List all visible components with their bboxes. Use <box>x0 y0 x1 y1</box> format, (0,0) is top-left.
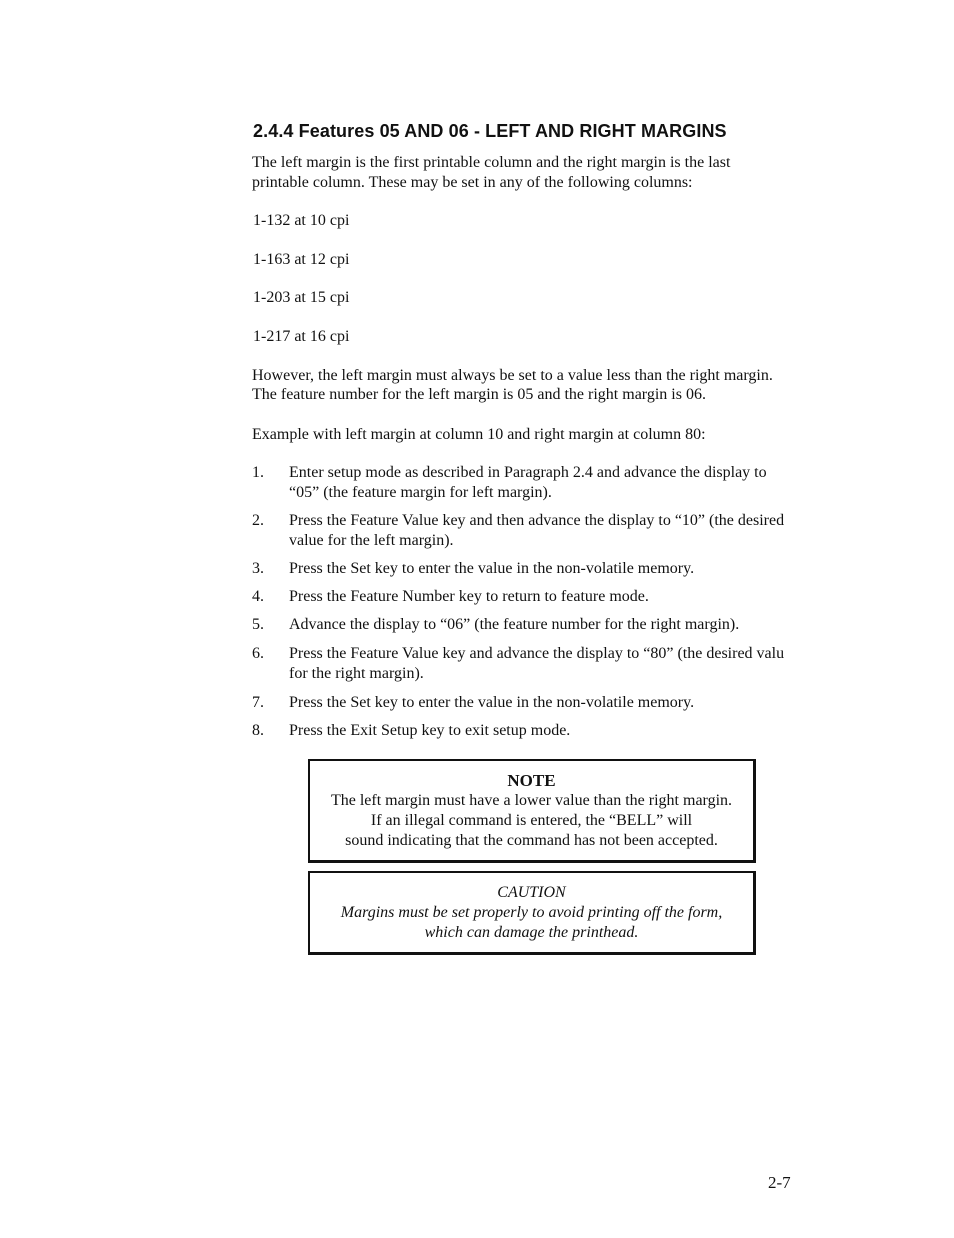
column-range-16cpi: 1-217 at 16 cpi <box>253 328 350 345</box>
column-range-15cpi: 1-203 at 15 cpi <box>253 289 350 306</box>
step-text-line-1: Press the Set key to enter the value in the non-volatile memory. <box>289 560 695 577</box>
intro-line-2: printable column. These may be set in any of the following columns: <box>252 174 693 191</box>
note-box <box>308 759 756 863</box>
step-text-line-1: Press the Exit Setup key to exit setup mode. <box>289 722 571 739</box>
column-range-10cpi: 1-132 at 10 cpi <box>253 212 350 229</box>
step-number: 7. <box>252 694 264 711</box>
step-number: 5. <box>252 616 264 633</box>
note-line-2: If an illegal command is entered, the “BELL” will <box>370 812 693 829</box>
step-text-line-2: “05” (the feature margin for left margin). <box>289 484 552 501</box>
step-text-line-1: Press the Set key to enter the value in the non-volatile memory. <box>289 694 695 711</box>
step-number: 8. <box>252 722 264 739</box>
page-number: 2-7 <box>768 1173 791 1192</box>
note-line-3: sound indicating that the command has not been accepted. <box>345 832 718 849</box>
however-line-2: The feature number for the left margin is 05 and the right margin is 06. <box>252 386 706 403</box>
intro-line-1: The left margin is the first printable column and the right margin is the last <box>252 154 731 171</box>
step-text-line-1: Enter setup mode as described in Paragraph 2.4 and advance the display to <box>289 464 767 481</box>
caution-line-1: Margins must be set properly to avoid printing off the form, <box>340 904 723 921</box>
step-text-line-1: Press the Feature Number key to return to feature mode. <box>289 588 649 605</box>
step-text-line-1: Advance the display to “06” (the feature number for the right margin). <box>289 616 740 633</box>
example-intro: Example with left margin at column 10 and right margin at column 80: <box>252 426 706 443</box>
step-number: 1. <box>252 464 264 481</box>
caution-line-2: which can damage the printhead. <box>424 924 639 941</box>
step-text-line-2: for the right margin). <box>289 665 424 682</box>
step-number: 2. <box>252 512 264 529</box>
step-number: 6. <box>252 645 264 662</box>
step-text-line-1: Press the Feature Value key and then advance the display to “10” (the desired <box>289 512 785 529</box>
caution-title: CAUTION <box>497 884 566 901</box>
step-text-line-1: Press the Feature Value key and advance the display to “80” (the desired valu <box>289 645 785 662</box>
section-heading: 2.4.4 Features 05 AND 06 - LEFT AND RIGHT MARGINS <box>253 121 727 141</box>
note-title: NOTE <box>507 771 556 790</box>
column-range-12cpi: 1-163 at 12 cpi <box>253 251 350 268</box>
caution-box <box>308 871 756 955</box>
step-number: 3. <box>252 560 264 577</box>
however-line-1: However, the left margin must always be set to a value less than the right margin. <box>252 367 773 384</box>
step-text-line-2: value for the left margin). <box>289 532 454 549</box>
note-line-1: The left margin must have a lower value than the right margin. <box>330 792 733 809</box>
step-number: 4. <box>252 588 264 605</box>
